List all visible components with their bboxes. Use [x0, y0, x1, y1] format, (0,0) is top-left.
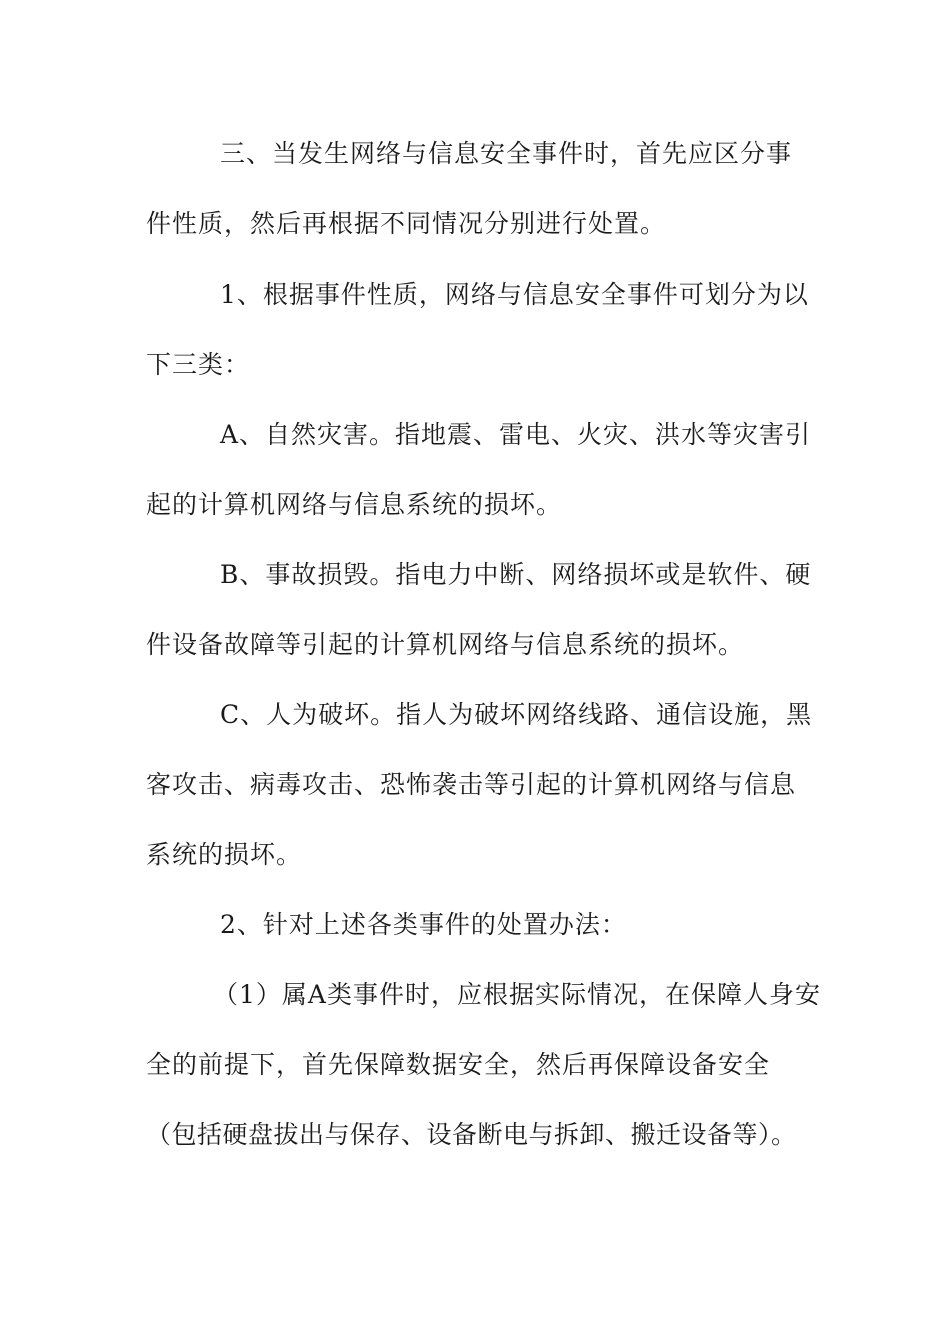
text-line: 2、针对上述各类事件的处置办法： — [220, 910, 627, 939]
text-line: 起的计算机网络与信息系统的损坏。 — [146, 490, 563, 519]
text-line: 三、当发生网络与信息安全事件时，首先应区分事 — [220, 139, 793, 168]
text-line: B、事故损毁。指电力中断、网络损坏或是软件、硬 — [220, 560, 812, 589]
text-line: 全的前提下，首先保障数据安全，然后再保障设备安全 — [146, 1050, 771, 1079]
text-line: （1）属A类事件时，应根据实际情况，在保障人身安 — [213, 980, 821, 1009]
text-line: A、自然灾害。指地震、雷电、火灾、洪水等灾害引 — [220, 420, 812, 449]
text-line: （包括硬盘拔出与保存、设备断电与拆卸、搬迁设备等）。 — [146, 1120, 797, 1149]
text-line: C、人为破坏。指人为破坏网络线路、通信设施，黑 — [220, 700, 813, 729]
text-line: 客攻击、病毒攻击、恐怖袭击等引起的计算机网络与信息 — [146, 770, 797, 799]
text-line: 系统的损坏。 — [146, 840, 303, 869]
text-line: 1、根据事件性质，网络与信息安全事件可划分为以 — [220, 280, 809, 309]
text-line: 件性质，然后再根据不同情况分别进行处置。 — [146, 209, 667, 238]
text-line: 件设备故障等引起的计算机网络与信息系统的损坏。 — [146, 630, 745, 659]
text-line: 下三类： — [146, 350, 251, 379]
